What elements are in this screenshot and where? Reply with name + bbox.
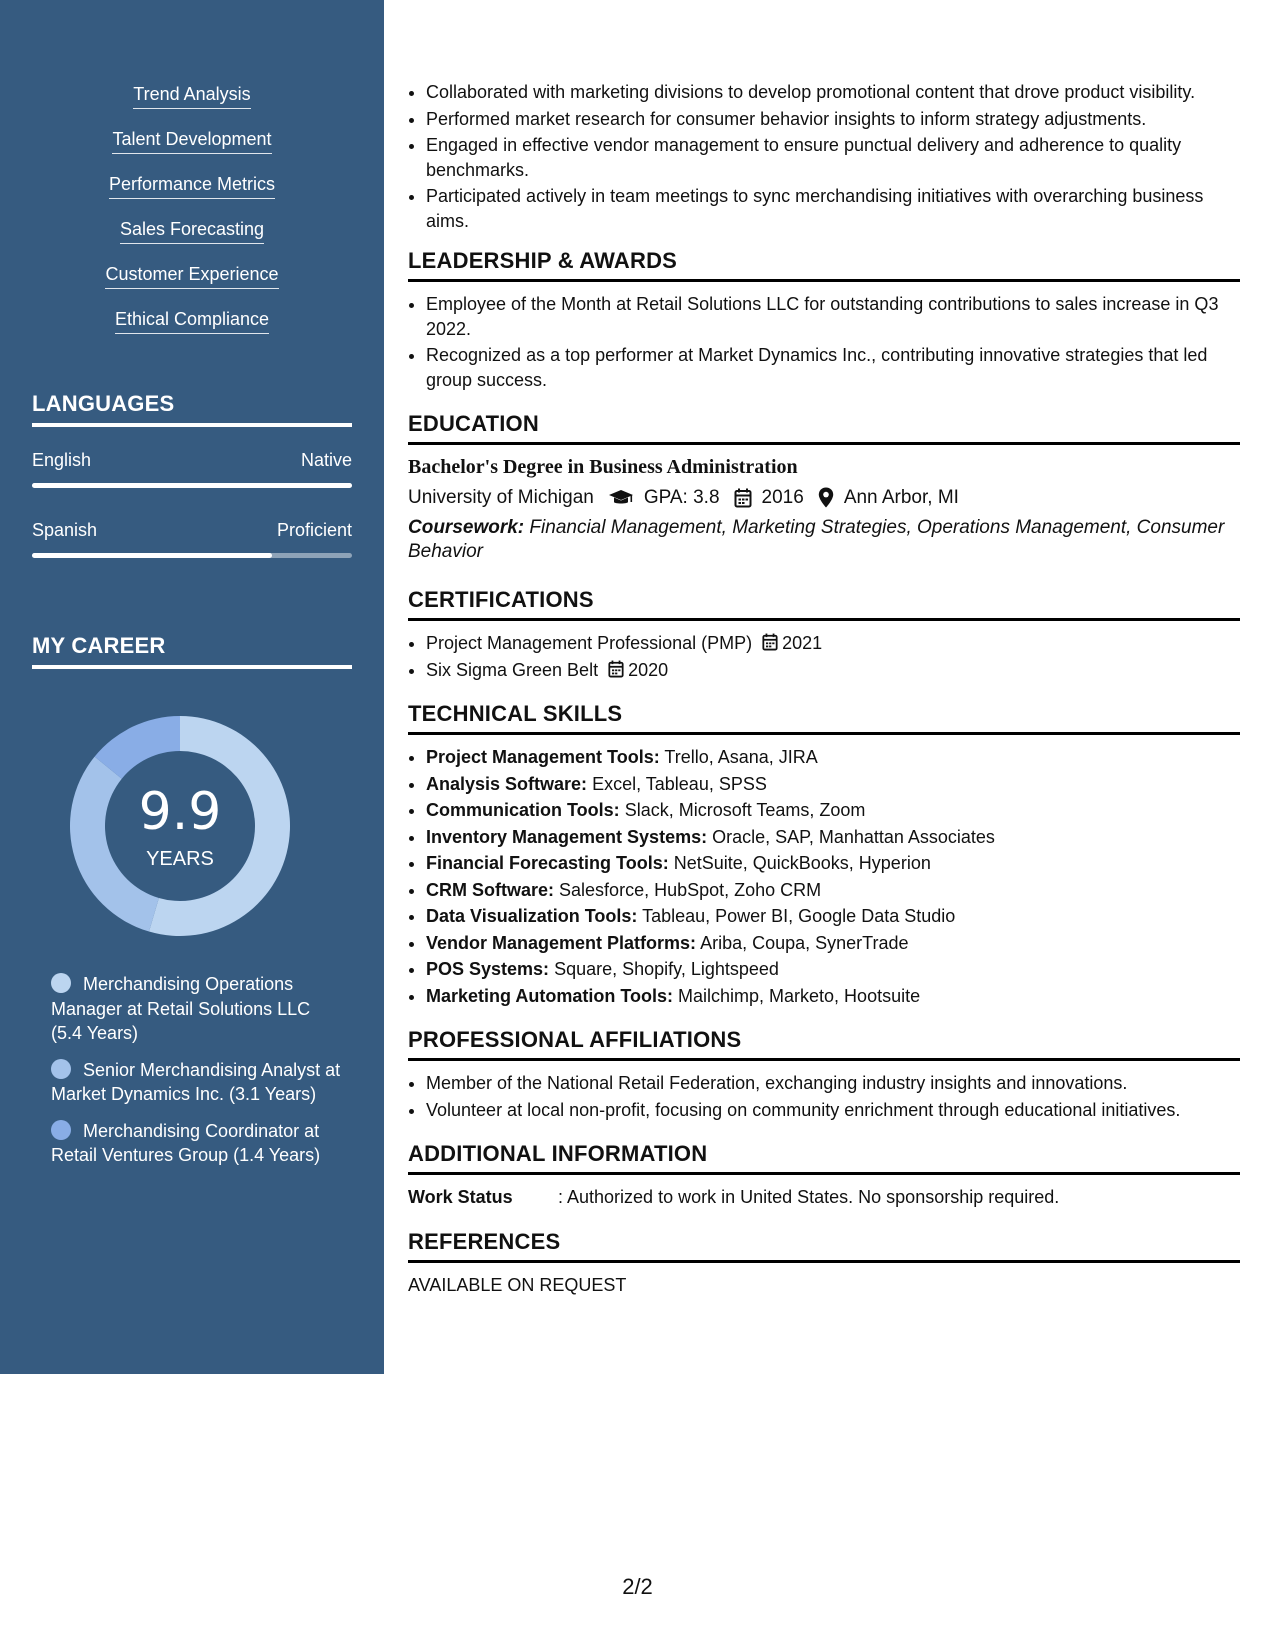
references-heading: REFERENCES bbox=[408, 1228, 1240, 1263]
school-name: University of Michigan bbox=[408, 486, 594, 508]
career-total-value: 9.9 bbox=[138, 782, 222, 842]
calendar-icon bbox=[762, 633, 778, 651]
skill-category: POS Systems: bbox=[426, 959, 550, 979]
language-name: Spanish bbox=[32, 520, 98, 540]
page-number: 2/2 bbox=[622, 1574, 653, 1599]
skill-category: Marketing Automation Tools: bbox=[426, 985, 673, 1006]
technical-skill-item bbox=[426, 798, 1240, 823]
skills-list bbox=[0, 82, 384, 352]
skill-item: Customer Experience bbox=[105, 262, 278, 289]
career-item bbox=[51, 1058, 341, 1107]
skill-values: Ariba, Coupa, SynerTrade bbox=[700, 932, 909, 953]
skill-category: Financial Forecasting Tools: bbox=[426, 853, 669, 873]
skill-values: Salesforce, HubSpot, Zoho CRM bbox=[559, 879, 822, 900]
skill-category: Project Management Tools: bbox=[426, 747, 660, 767]
skill-values: Square, Shopify, Lightspeed bbox=[554, 959, 779, 979]
skill-item: Sales Forecasting bbox=[120, 217, 264, 244]
skill-category: Data Visualization Tools: bbox=[426, 906, 638, 926]
career-item-text: Merchandising Coordinator at Retail Ventures Group (1.4 Years) bbox=[51, 1120, 321, 1165]
skill-values: Tableau, Power BI, Google Data Studio bbox=[642, 906, 956, 926]
certification-item bbox=[426, 631, 1240, 656]
career-item bbox=[51, 1119, 341, 1168]
language-level: Native bbox=[300, 450, 352, 470]
language-english bbox=[32, 450, 352, 488]
skill-item: Trend Analysis bbox=[133, 82, 250, 109]
skill-values: Slack, Microsoft Teams, Zoom bbox=[624, 800, 866, 820]
affiliation-item: • Member of the National Retail Federation, exchanging industry insights and innovations. bbox=[426, 1071, 1240, 1096]
certification-year: 2021 bbox=[782, 633, 823, 653]
language-name: English bbox=[32, 450, 92, 470]
skill-values: Mailchimp, Marketo, Hootsuite bbox=[678, 985, 921, 1006]
technical-skill-item bbox=[426, 904, 1240, 929]
references-text: AVAILABLE ON REQUEST bbox=[408, 1274, 627, 1295]
leadership-item: • Recognized as a top performer at Market Dynamics Inc., contributing innovative strategies that led group success. bbox=[426, 343, 1240, 392]
certification-name: Six Sigma Green Belt bbox=[426, 659, 599, 680]
career-item-text: Senior Merchandising Analyst at Market Dynamics Inc. (3.1 Years) bbox=[51, 1059, 341, 1104]
skill-values: Excel, Tableau, SPSS bbox=[592, 773, 767, 794]
leadership-list bbox=[408, 292, 1240, 392]
degree-title: Bachelor's Degree in Business Administration bbox=[408, 456, 798, 478]
experience-bullet: • Engaged in effective vendor management to ensure punctual delivery and adherence to quality benchmarks. bbox=[426, 133, 1240, 182]
certification-year: 2020 bbox=[628, 659, 669, 680]
affiliations-list bbox=[408, 1071, 1240, 1122]
technical-skill-item bbox=[426, 772, 1240, 797]
location-pin-icon bbox=[818, 487, 834, 508]
language-bar bbox=[32, 553, 352, 558]
education-heading: EDUCATION bbox=[408, 410, 1240, 445]
legend-dot-icon bbox=[51, 1059, 71, 1079]
skill-category: Inventory Management Systems: bbox=[426, 826, 708, 847]
skill-values: NetSuite, QuickBooks, Hyperion bbox=[673, 853, 931, 873]
certification-item bbox=[426, 658, 1240, 683]
career-donut-center bbox=[66, 712, 294, 940]
graduation-cap-icon bbox=[608, 489, 634, 507]
language-spanish bbox=[32, 520, 352, 558]
work-status-label: Work Status bbox=[408, 1187, 513, 1207]
skill-values: Oracle, SAP, Manhattan Associates bbox=[712, 826, 995, 847]
languages-heading: LANGUAGES bbox=[32, 391, 352, 427]
coursework-label: Coursework: bbox=[408, 517, 525, 538]
coursework-text: Financial Management, Marketing Strategies, Operations Management, Consumer Behavior bbox=[408, 517, 1225, 562]
career-heading: MY CAREER bbox=[32, 633, 352, 669]
skill-category: Communication Tools: bbox=[426, 800, 620, 820]
career-list bbox=[51, 972, 341, 1180]
language-bar-fill bbox=[32, 553, 272, 558]
technical-skills-heading: TECHNICAL SKILLS bbox=[408, 700, 1240, 735]
career-item bbox=[51, 972, 341, 1046]
experience-bullets bbox=[408, 80, 1240, 233]
calendar-icon bbox=[734, 488, 752, 508]
affiliation-item: • Volunteer at local non-profit, focusing on community enrichment through educational initiatives. bbox=[426, 1098, 1240, 1123]
leadership-item: • Employee of the Month at Retail Solutions LLC for outstanding contributions to sales increase in Q3 2022. bbox=[426, 292, 1240, 341]
certifications-heading: CERTIFICATIONS bbox=[408, 586, 1240, 621]
language-bar bbox=[32, 483, 352, 488]
skill-values: Trello, Asana, JIRA bbox=[664, 747, 818, 767]
technical-skill-item bbox=[426, 851, 1240, 876]
skill-category: CRM Software: bbox=[426, 879, 555, 900]
language-level: Proficient bbox=[276, 520, 352, 540]
main-column bbox=[408, 80, 1240, 1297]
graduation-year: 2016 bbox=[761, 486, 804, 508]
legend-dot-icon bbox=[51, 973, 71, 993]
skill-item: Talent Development bbox=[112, 127, 271, 154]
coursework bbox=[408, 516, 1240, 564]
school-location: Ann Arbor, MI bbox=[843, 486, 959, 508]
technical-skill-item bbox=[426, 825, 1240, 850]
skill-category: Vendor Management Platforms: bbox=[426, 932, 697, 953]
additional-info-heading: ADDITIONAL INFORMATION bbox=[408, 1140, 1240, 1175]
skill-item: Performance Metrics bbox=[109, 172, 275, 199]
affiliations-heading: PROFESSIONAL AFFILIATIONS bbox=[408, 1026, 1240, 1061]
education-details bbox=[408, 486, 1240, 511]
gpa: GPA: 3.8 bbox=[643, 486, 720, 508]
certification-name: Project Management Professional (PMP) bbox=[426, 633, 753, 653]
technical-skill-item bbox=[426, 745, 1240, 770]
skill-item: Ethical Compliance bbox=[115, 307, 269, 334]
skill-category: Analysis Software: bbox=[426, 773, 588, 794]
experience-bullet: • Collaborated with marketing divisions to develop promotional content that drove product visibility. bbox=[426, 80, 1240, 105]
legend-dot-icon bbox=[51, 1120, 71, 1140]
technical-skill-item bbox=[426, 931, 1240, 956]
career-item-text: Merchandising Operations Manager at Retail Solutions LLC (5.4 Years) bbox=[51, 974, 311, 1043]
technical-skills-list bbox=[408, 745, 1240, 1008]
certifications-list bbox=[408, 631, 1240, 682]
career-total-unit: YEARS bbox=[146, 848, 214, 870]
technical-skill-item bbox=[426, 878, 1240, 903]
technical-skill-item bbox=[426, 984, 1240, 1009]
experience-bullet: • Participated actively in team meetings to sync merchandising initiatives with overarching business aims. bbox=[426, 184, 1240, 233]
sidebar bbox=[0, 0, 384, 1374]
language-bar-fill bbox=[32, 483, 352, 488]
calendar-icon bbox=[608, 660, 624, 678]
technical-skill-item bbox=[426, 957, 1240, 982]
leadership-heading: LEADERSHIP & AWARDS bbox=[408, 247, 1240, 282]
work-status-row bbox=[408, 1185, 1240, 1210]
work-status-value: : Authorized to work in United States. No sponsorship required. bbox=[558, 1187, 1060, 1207]
experience-bullet: • Performed market research for consumer behavior insights to inform strategy adjustments. bbox=[426, 107, 1240, 132]
